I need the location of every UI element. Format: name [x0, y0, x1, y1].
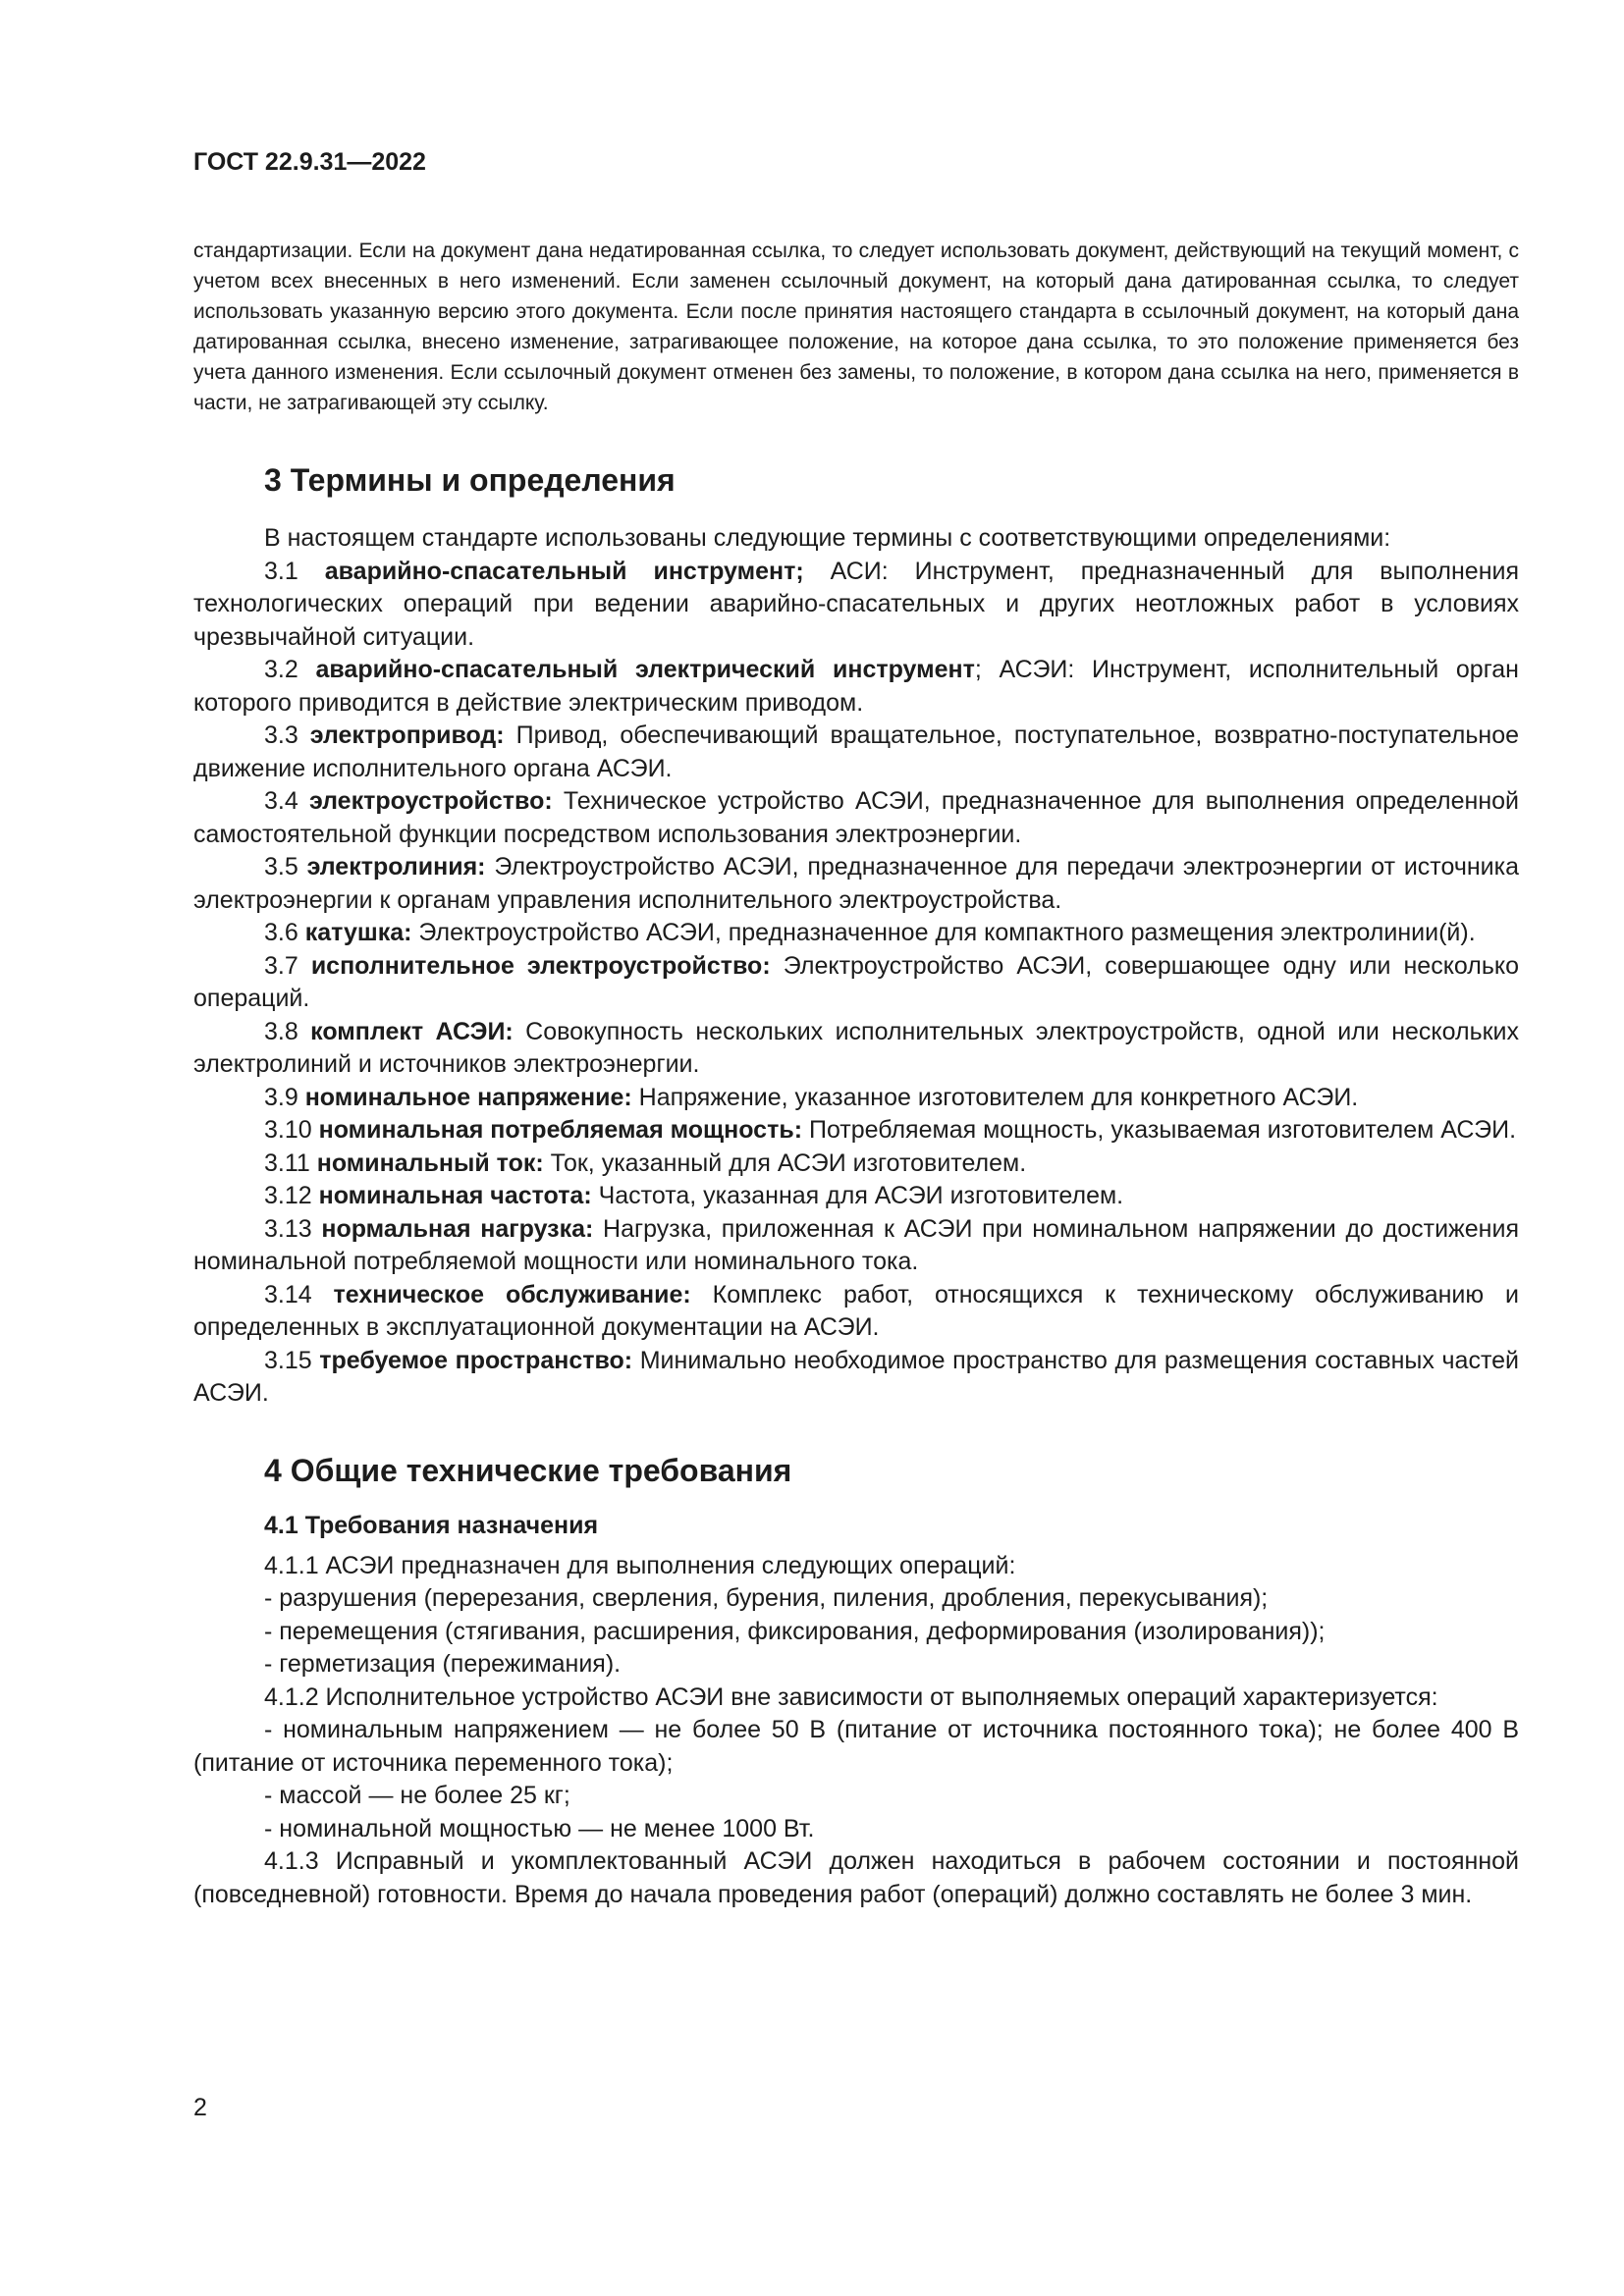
term-3-9	[193, 1082, 1519, 1115]
term-definition: Нагрузка, приложенная к АСЭИ при номинальном напряжении до достижения номинальной потребляемой мощности или номинального тока.	[193, 1214, 1519, 1275]
characteristic-item: - массой — не более 25 кг;	[264, 1782, 570, 1809]
operation-item: - разрушения (перерезания, сверления, бурения, пиления, дробления, перекусывания);	[264, 1584, 1269, 1612]
term-name: катушка:	[304, 919, 412, 946]
term-3-8	[193, 1016, 1519, 1082]
intro-paragraph: стандартизации. Если на документ дана недатированная ссылка, то следует использовать документ, действующий на текущий момент, с учетом всех внесенных в него изменений. Если заменен ссылочный документ, на который дана датированная ссылка, то следует использовать указанную версию этого документа. Если после принятия настоящего стандарта в ссылочный документ, на который дана датированная ссылка, внесено изменение, затрагивающее положение, на которое дана ссылка, то это положение применяется без учета данного изменения. Если ссылочный документ отменен без замены, то положение, в котором дана ссылка на него, применяется в части, не затрагивающей эту ссылку.	[193, 240, 1519, 414]
term-3-2	[193, 654, 1519, 720]
term-definition: Ток, указанный для АСЭИ изготовителем.	[543, 1148, 1027, 1177]
term-number: 3.12	[264, 1182, 319, 1209]
term-name: требуемое пространство:	[319, 1346, 633, 1374]
term-3-14	[193, 1279, 1519, 1345]
term-3-5	[193, 851, 1519, 917]
term-3-7	[193, 950, 1519, 1016]
section-3-lead: В настоящем стандарте использованы следующие термины с соответствующими определениями:	[264, 524, 1391, 552]
clause-4-1-2: 4.1.2 Исполнительное устройство АСЭИ вне зависимости от выполняемых операций характеризуется:	[264, 1682, 1438, 1711]
term-definition: Потребляемая мощность, указываемая изготовителем АСЭИ.	[802, 1116, 1517, 1144]
characteristic-item: - номинальной мощностью — не менее 1000 Вт.	[264, 1814, 815, 1842]
term-name: электролиния:	[306, 853, 486, 881]
term-definition: Электроустройство АСЭИ, предназначенное для компактного размещения электролинии(й).	[411, 919, 1476, 946]
operation-item: - герметизация (пережимания).	[264, 1650, 622, 1678]
term-name: техническое обслуживание:	[333, 1280, 691, 1308]
term-definition: Техническое устройство АСЭИ, предназначенное для выполнения определенной самостоятельной функции посредством использования электроэнергии.	[193, 787, 1519, 848]
term-number: 3.6	[264, 919, 305, 946]
term-number: 3.1	[264, 557, 325, 585]
subsection-4-1-title: 4.1 Требования назначения	[264, 1511, 599, 1539]
document-header: ГОСТ 22.9.31—2022	[193, 148, 426, 176]
term-name: номинальное напряжение:	[304, 1083, 632, 1111]
term-definition: АСИ: Инструмент, предназначенный для выполнения технологических операций при ведении аварийно-спасательных и других неотложных работ в условиях чрезвычайной ситуации.	[193, 557, 1520, 651]
term-number: 3.15	[264, 1346, 320, 1374]
section-4-title: 4 Общие технические требования	[264, 1452, 792, 1488]
term-number: 3.9	[264, 1083, 305, 1111]
term-number: 3.3	[264, 721, 310, 749]
term-definition: Совокупность нескольких исполнительных электроустройств, одной или нескольких электролиний и источников электроэнергии.	[193, 1017, 1519, 1078]
term-name: аварийно-спасательный инструмент;	[324, 557, 804, 585]
term-name: номинальная частота:	[318, 1182, 592, 1209]
term-3-1	[193, 556, 1519, 655]
term-3-3	[193, 720, 1519, 785]
term-number: 3.4	[264, 787, 309, 815]
operation-item: - перемещения (стягивания, расширения, фиксирования, деформирования (изолирования));	[264, 1617, 1326, 1645]
term-number: 3.5	[264, 853, 307, 881]
terms-list	[193, 556, 1519, 1411]
term-definition: Комплекс работ, относящихся к техническому обслуживанию и определенных в эксплуатационной документации на АСЭИ.	[193, 1280, 1519, 1341]
term-3-4	[193, 785, 1519, 851]
term-3-10	[193, 1114, 1519, 1148]
term-name: аварийно-спасательный электрический инструмент	[315, 656, 975, 683]
term-name: исполнительное электроустройство:	[310, 951, 771, 980]
term-definition: Привод, обеспечивающий вращательное, поступательное, возвратно-поступательное движение исполнительного органа АСЭИ.	[193, 721, 1520, 782]
term-3-12	[193, 1180, 1519, 1213]
term-name: номинальный ток:	[316, 1148, 544, 1177]
term-number: 3.13	[264, 1214, 322, 1243]
term-definition: Электроустройство АСЭИ, предназначенное для передачи электроэнергии от источника электроэнергии к органам управления исполнительного электроустройства.	[193, 853, 1520, 914]
term-name: электроустройство:	[308, 787, 553, 815]
clause-4-1-3: 4.1.3 Исправный и укомплектованный АСЭИ должен находиться в рабочем состоянии и постоянной (повседневной) готовности. Время до начала проведения работ (операций) должно составлять не более 3 мин.	[193, 1847, 1519, 1908]
term-definition: ; АСЭИ: Инструмент, исполнительный орган которого приводится в действие электрическим приводом.	[193, 656, 1519, 717]
term-definition: Электроустройство АСЭИ, совершающее одну или несколько операций.	[193, 951, 1519, 1012]
term-number: 3.8	[264, 1017, 311, 1045]
page-number: 2	[193, 2094, 207, 2121]
term-number: 3.11	[264, 1148, 317, 1177]
term-3-15	[193, 1345, 1519, 1411]
term-3-6	[193, 917, 1519, 950]
term-definition: Напряжение, указанное изготовителем для конкретного АСЭИ.	[631, 1083, 1359, 1111]
term-name: нормальная нагрузка:	[321, 1214, 594, 1243]
term-3-13	[193, 1213, 1519, 1279]
section-3-title: 3 Термины и определения	[264, 462, 676, 498]
term-3-11	[193, 1148, 1519, 1181]
term-number: 3.2	[264, 656, 316, 683]
term-name: электропривод:	[309, 721, 505, 749]
term-name: комплект АСЭИ:	[310, 1017, 514, 1045]
clause-4-1-1: 4.1.1 АСЭИ предназначен для выполнения следующих операций:	[264, 1551, 1016, 1579]
term-number: 3.14	[264, 1280, 334, 1308]
term-name: номинальная потребляемая мощность:	[318, 1116, 803, 1144]
document-page	[193, 147, 1519, 1911]
term-number: 3.10	[264, 1116, 319, 1144]
term-definition: Частота, указанная для АСЭИ изготовителем.	[591, 1182, 1124, 1209]
characteristic-item: - номинальным напряжением — не более 50 В (питание от источника постоянного тока); не более 400 В (питание от источника переменного тока);	[193, 1716, 1519, 1777]
term-definition: Минимально необходимое пространство для размещения составных частей АСЭИ.	[193, 1346, 1519, 1407]
term-number: 3.7	[264, 951, 311, 980]
